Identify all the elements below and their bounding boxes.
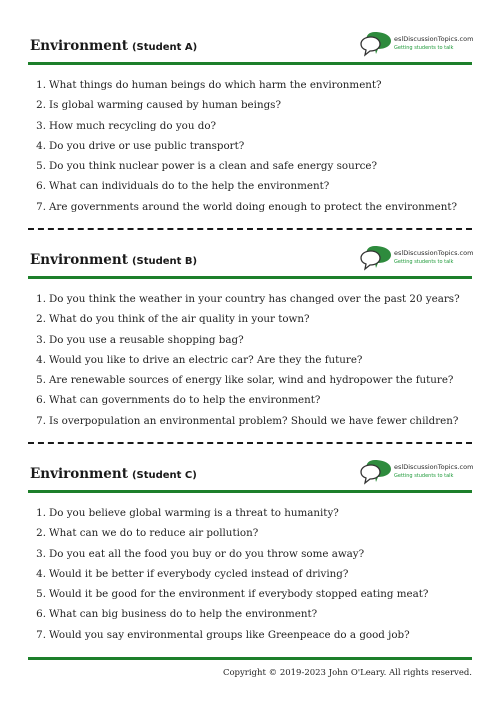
question-number: 7. [36,414,46,427]
question-text: Do you think nuclear power is a clean and safe energy source? [49,160,378,173]
section-student-a [28,28,472,217]
question-number: 1. [36,293,46,305]
question-number: 7. [36,628,46,641]
question-text: Do you use a reusable shopping bag? [49,333,244,346]
question-text: Would it be better if everybody cycled instead of driving? [49,567,349,580]
question-number: 6. [36,608,46,621]
section-student-b [28,242,472,431]
question-text: Do you drive or use public transport? [49,139,245,152]
student-label: (Student C) [131,470,197,481]
question-item [28,411,472,431]
footer-rule [28,657,472,660]
question-text: Is global warming caused by human beings? [49,99,281,112]
question-number: 5. [36,588,46,601]
question-item [28,75,472,95]
question-item [28,584,472,604]
question-text: How much recycling do you do? [49,119,217,132]
speech-bubbles-icon [360,458,394,486]
question-item [28,564,472,584]
question-number: 4. [36,567,46,580]
logo-site-name: eslDiscussionTopics.com [394,35,474,43]
question-text: What can governments do to help the environment? [49,394,321,407]
question-item [28,330,472,350]
section-title [30,463,197,482]
question-number: 3. [36,547,46,560]
student-label: (Student B) [131,256,198,267]
speech-bubbles-icon [360,30,394,58]
question-list [28,289,472,431]
question-text: What can we do to reduce air pollution? [49,527,259,540]
section-title-main: Environment [30,252,128,268]
logo-tagline: Getting students to talk [394,259,454,265]
question-item [28,156,472,176]
question-number: 3. [36,333,46,346]
question-text: Would you like to drive an electric car? Are they the future? [49,353,363,366]
cut-line-dashed [28,228,472,230]
question-text: Would it be good for the environment if everybody stopped eating meat? [49,588,429,601]
section-header [28,242,472,276]
question-number: 2. [36,527,46,540]
question-number: 1. [36,507,46,519]
section-title-main: Environment [30,466,128,482]
section-student-c [28,456,472,645]
logo-site-name: eslDiscussionTopics.com [394,249,474,257]
student-label: (Student A) [131,42,198,53]
question-item [28,176,472,196]
question-item [28,116,472,136]
question-list [28,503,472,645]
question-item [28,390,472,410]
copyright-text: Copyright © 2019-2023 John O'Leary. All rights reserved. [222,668,472,678]
logo-site-name: eslDiscussionTopics.com [394,463,474,471]
question-item [28,544,472,564]
question-text: What things do human beings do which harm the environment? [49,79,382,91]
section-header [28,28,472,62]
question-text: Do you think the weather in your country has changed over the past 20 years? [49,293,460,305]
question-list [28,75,472,217]
question-item [28,136,472,156]
section-rule [28,490,472,493]
question-item [28,625,472,645]
speech-bubbles-icon [360,244,394,272]
section-title-main: Environment [30,38,128,54]
section-header [28,456,472,490]
question-number: 1. [36,79,46,91]
question-number: 2. [36,313,46,326]
logo-tagline: Getting students to talk [394,45,454,51]
question-text: Are renewable sources of energy like solar, wind and hydropower the future? [49,374,454,387]
question-number: 4. [36,139,46,152]
question-item [28,523,472,543]
question-item [28,309,472,329]
question-item [28,197,472,217]
logo-tagline: Getting students to talk [394,473,454,479]
question-number: 5. [36,160,46,173]
section-rule [28,276,472,279]
question-text: Do you believe global warming is a threat to humanity? [49,507,339,519]
question-number: 5. [36,374,46,387]
question-text: What do you think of the air quality in your town? [49,313,310,326]
question-text: Would you say environmental groups like Greenpeace do a good job? [49,628,410,641]
question-number: 6. [36,394,46,407]
site-logo [360,244,472,272]
section-title [30,35,197,54]
question-number: 6. [36,180,46,193]
question-text: What can individuals do to the help the environment? [49,180,330,193]
question-number: 2. [36,99,46,112]
question-item [28,370,472,390]
cut-line-dashed [28,442,472,444]
site-logo [360,458,472,486]
section-rule [28,62,472,65]
question-number: 7. [36,200,46,213]
question-text: Are governments around the world doing enough to protect the environment? [49,200,458,213]
question-text: What can big business do to help the environment? [49,608,318,621]
question-item [28,289,472,309]
question-number: 3. [36,119,46,132]
question-item [28,503,472,523]
question-item [28,350,472,370]
question-item [28,95,472,115]
question-item [28,604,472,624]
question-number: 4. [36,353,46,366]
site-logo [360,30,472,58]
question-text: Do you eat all the food you buy or do you throw some away? [49,547,365,560]
section-title [30,249,197,268]
question-text: Is overpopulation an environmental problem? Should we have fewer children? [49,414,459,427]
